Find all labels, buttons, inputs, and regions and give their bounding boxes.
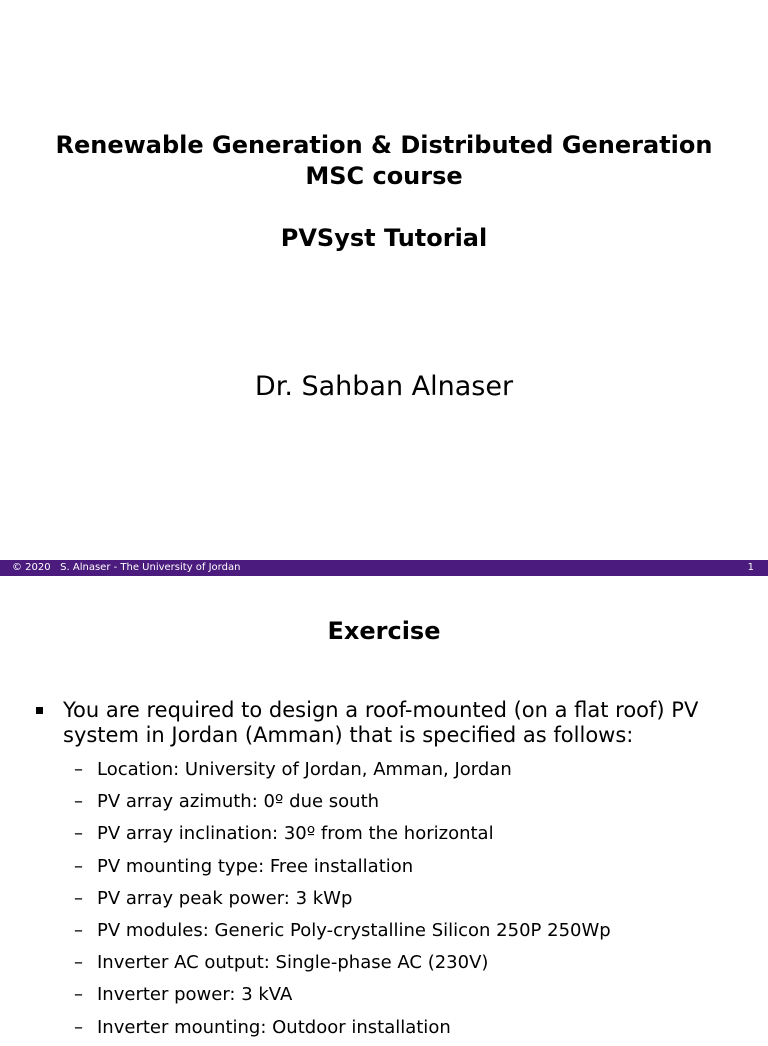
author-name: Dr. Sahban Alnaser	[254, 371, 514, 402]
list-item-text: Location: University of Jordan, Amman, Jordan	[97, 759, 512, 780]
list-item-text: PV modules: Generic Poly-crystalline Silicon 250P 250Wp	[97, 919, 611, 941]
list-item-text: Inverter mounting: Outdoor installation	[97, 1016, 451, 1038]
copyright-text: © 2020 S. Alnaser - The University of Jordan	[12, 562, 241, 573]
slide-footer	[0, 560, 768, 576]
dash-icon: –	[74, 855, 83, 877]
dash-icon: –	[74, 952, 83, 974]
square-bullet-icon	[36, 707, 43, 714]
list-item-text: Inverter AC output: Single-phase AC (230V)	[97, 952, 489, 974]
exercise-slide	[0, 576, 768, 1038]
dash-icon: –	[74, 1016, 83, 1038]
list-item	[74, 756, 754, 788]
list-item-text: PV array peak power: 3 kWp	[97, 887, 353, 909]
list-item	[74, 853, 754, 885]
page-number: 1	[747, 562, 754, 573]
dash-icon: –	[74, 887, 83, 909]
list-item	[74, 788, 754, 820]
list-item	[74, 917, 754, 949]
list-item	[74, 820, 754, 852]
dash-icon: –	[74, 919, 83, 941]
list-item	[74, 981, 754, 1013]
bullet-text: You are required to design a roof-mounted (on a flat roof) PV system in Jordan (Amman) that is specified as follows:	[63, 698, 699, 747]
list-item-text: PV mounting type: Free installation	[97, 855, 414, 877]
dash-icon: –	[74, 823, 83, 845]
list-item-text: Inverter power: 3 kVA	[97, 984, 293, 1006]
list-item-text: PV array azimuth: 0º due south	[97, 791, 380, 813]
spec-list	[74, 756, 754, 1046]
list-item-text: PV array inclination: 30º from the horizontal	[97, 823, 494, 845]
dash-icon: –	[74, 759, 83, 780]
tutorial-title: PVSyst Tutorial	[280, 224, 488, 252]
dash-icon: –	[74, 791, 83, 813]
dash-icon: –	[74, 984, 83, 1006]
course-title: Renewable Generation & Distributed Generation	[55, 131, 713, 159]
list-item	[74, 885, 754, 917]
list-item	[74, 1014, 754, 1046]
exercise-title: Exercise	[327, 617, 441, 645]
list-item	[74, 949, 754, 981]
course-subtitle: MSC course	[305, 162, 463, 190]
